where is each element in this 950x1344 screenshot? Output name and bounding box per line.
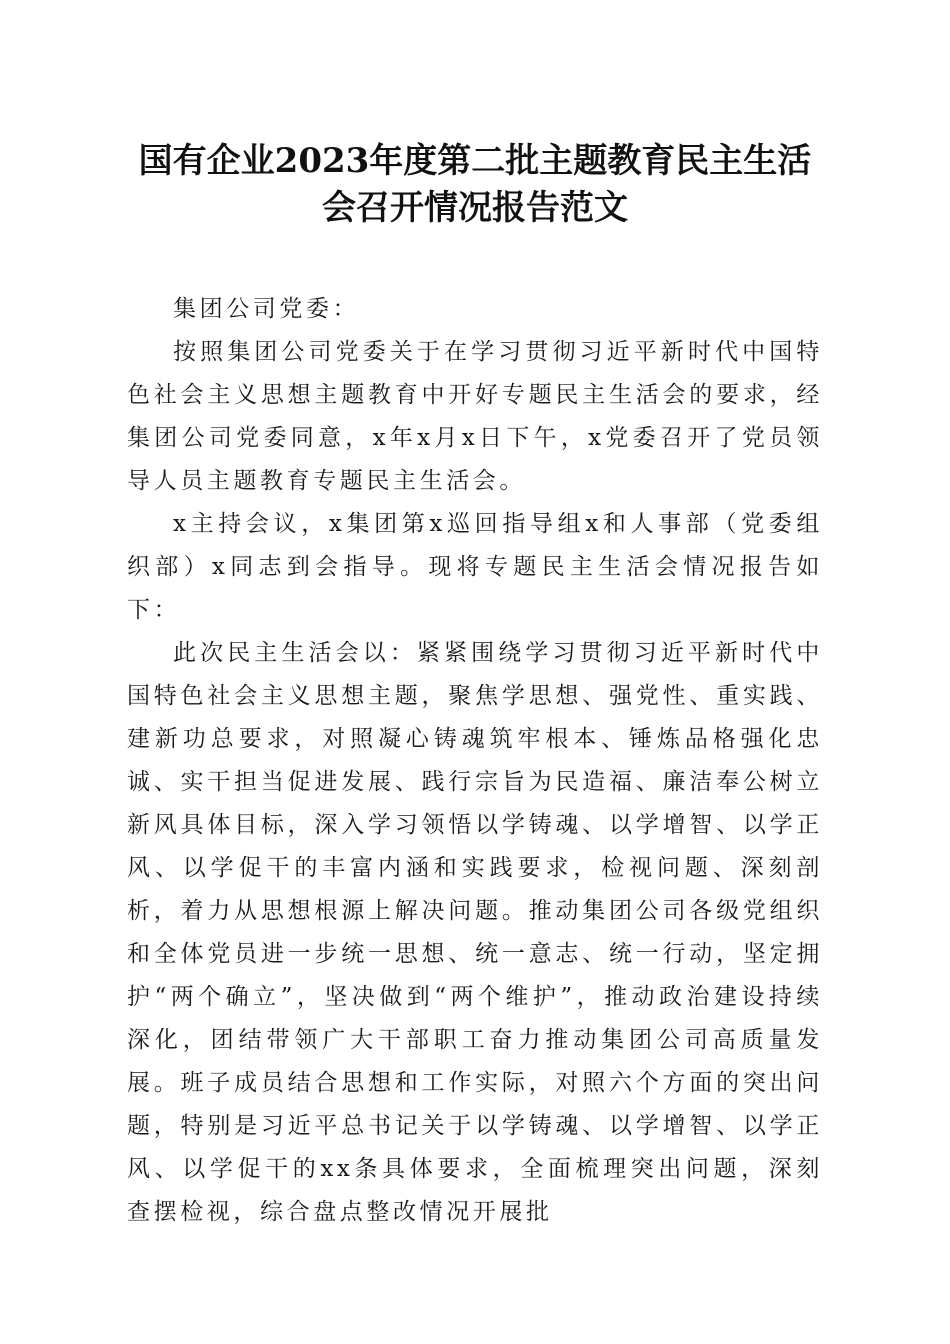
salutation: 集团公司党委： xyxy=(173,296,360,322)
document-title: 国有企业2023年度第二批主题教育民主生活会召开情况报告范文 xyxy=(138,141,812,228)
paragraph-3: 此次民主生活会以：紧紧围绕学习贯彻习近平新时代中国特色社会主义思想主题，聚焦学思想、强党性、重实践、建新功总要求，对照凝心铸魂筑牢根本、锤炼品格强化忠诚、实干担当促进发展、践行宗旨为民造福、廉洁奉公树立新风具体目标，深入学习领悟以学铸魂、以学增智、以学正风、以学促干的丰富内涵和实践要求，检视问题、深刻剖析，着力从思想根源上解决问题。推动集团公司各级党组织和全体党员进一步统一思想、统一意志、统一行动，坚定拥护“两个确立”，坚决做到“两个维护”，推动政治建设持续深化，团结带领广大干部职工奋力推动集团公司高质量发展。班子成员结合思想和工作实际，对照六个方面的突出问题，特别是习近平总书记关于以学铸魂、以学增智、以学正风、以学促干的xx条具体要求，全面梳理突出问题，深刻查摆检视，综合盘点整改情况开展批 xyxy=(127,640,823,1225)
document-body xyxy=(127,288,823,1234)
paragraph-1: 按照集团公司党委关于在学习贯彻习近平新时代中国特色社会主义思想主题教育中开好专题民主生活会的要求，经集团公司党委同意，x年x月x日下午，x党委召开了党员领导人员主题教育专题民主生活会。 xyxy=(127,339,823,494)
paragraph-2: x主持会议，x集团第x巡回指导组x和人事部（党委组织部）x同志到会指导。现将专题民主生活会情况报告如下： xyxy=(127,511,823,623)
